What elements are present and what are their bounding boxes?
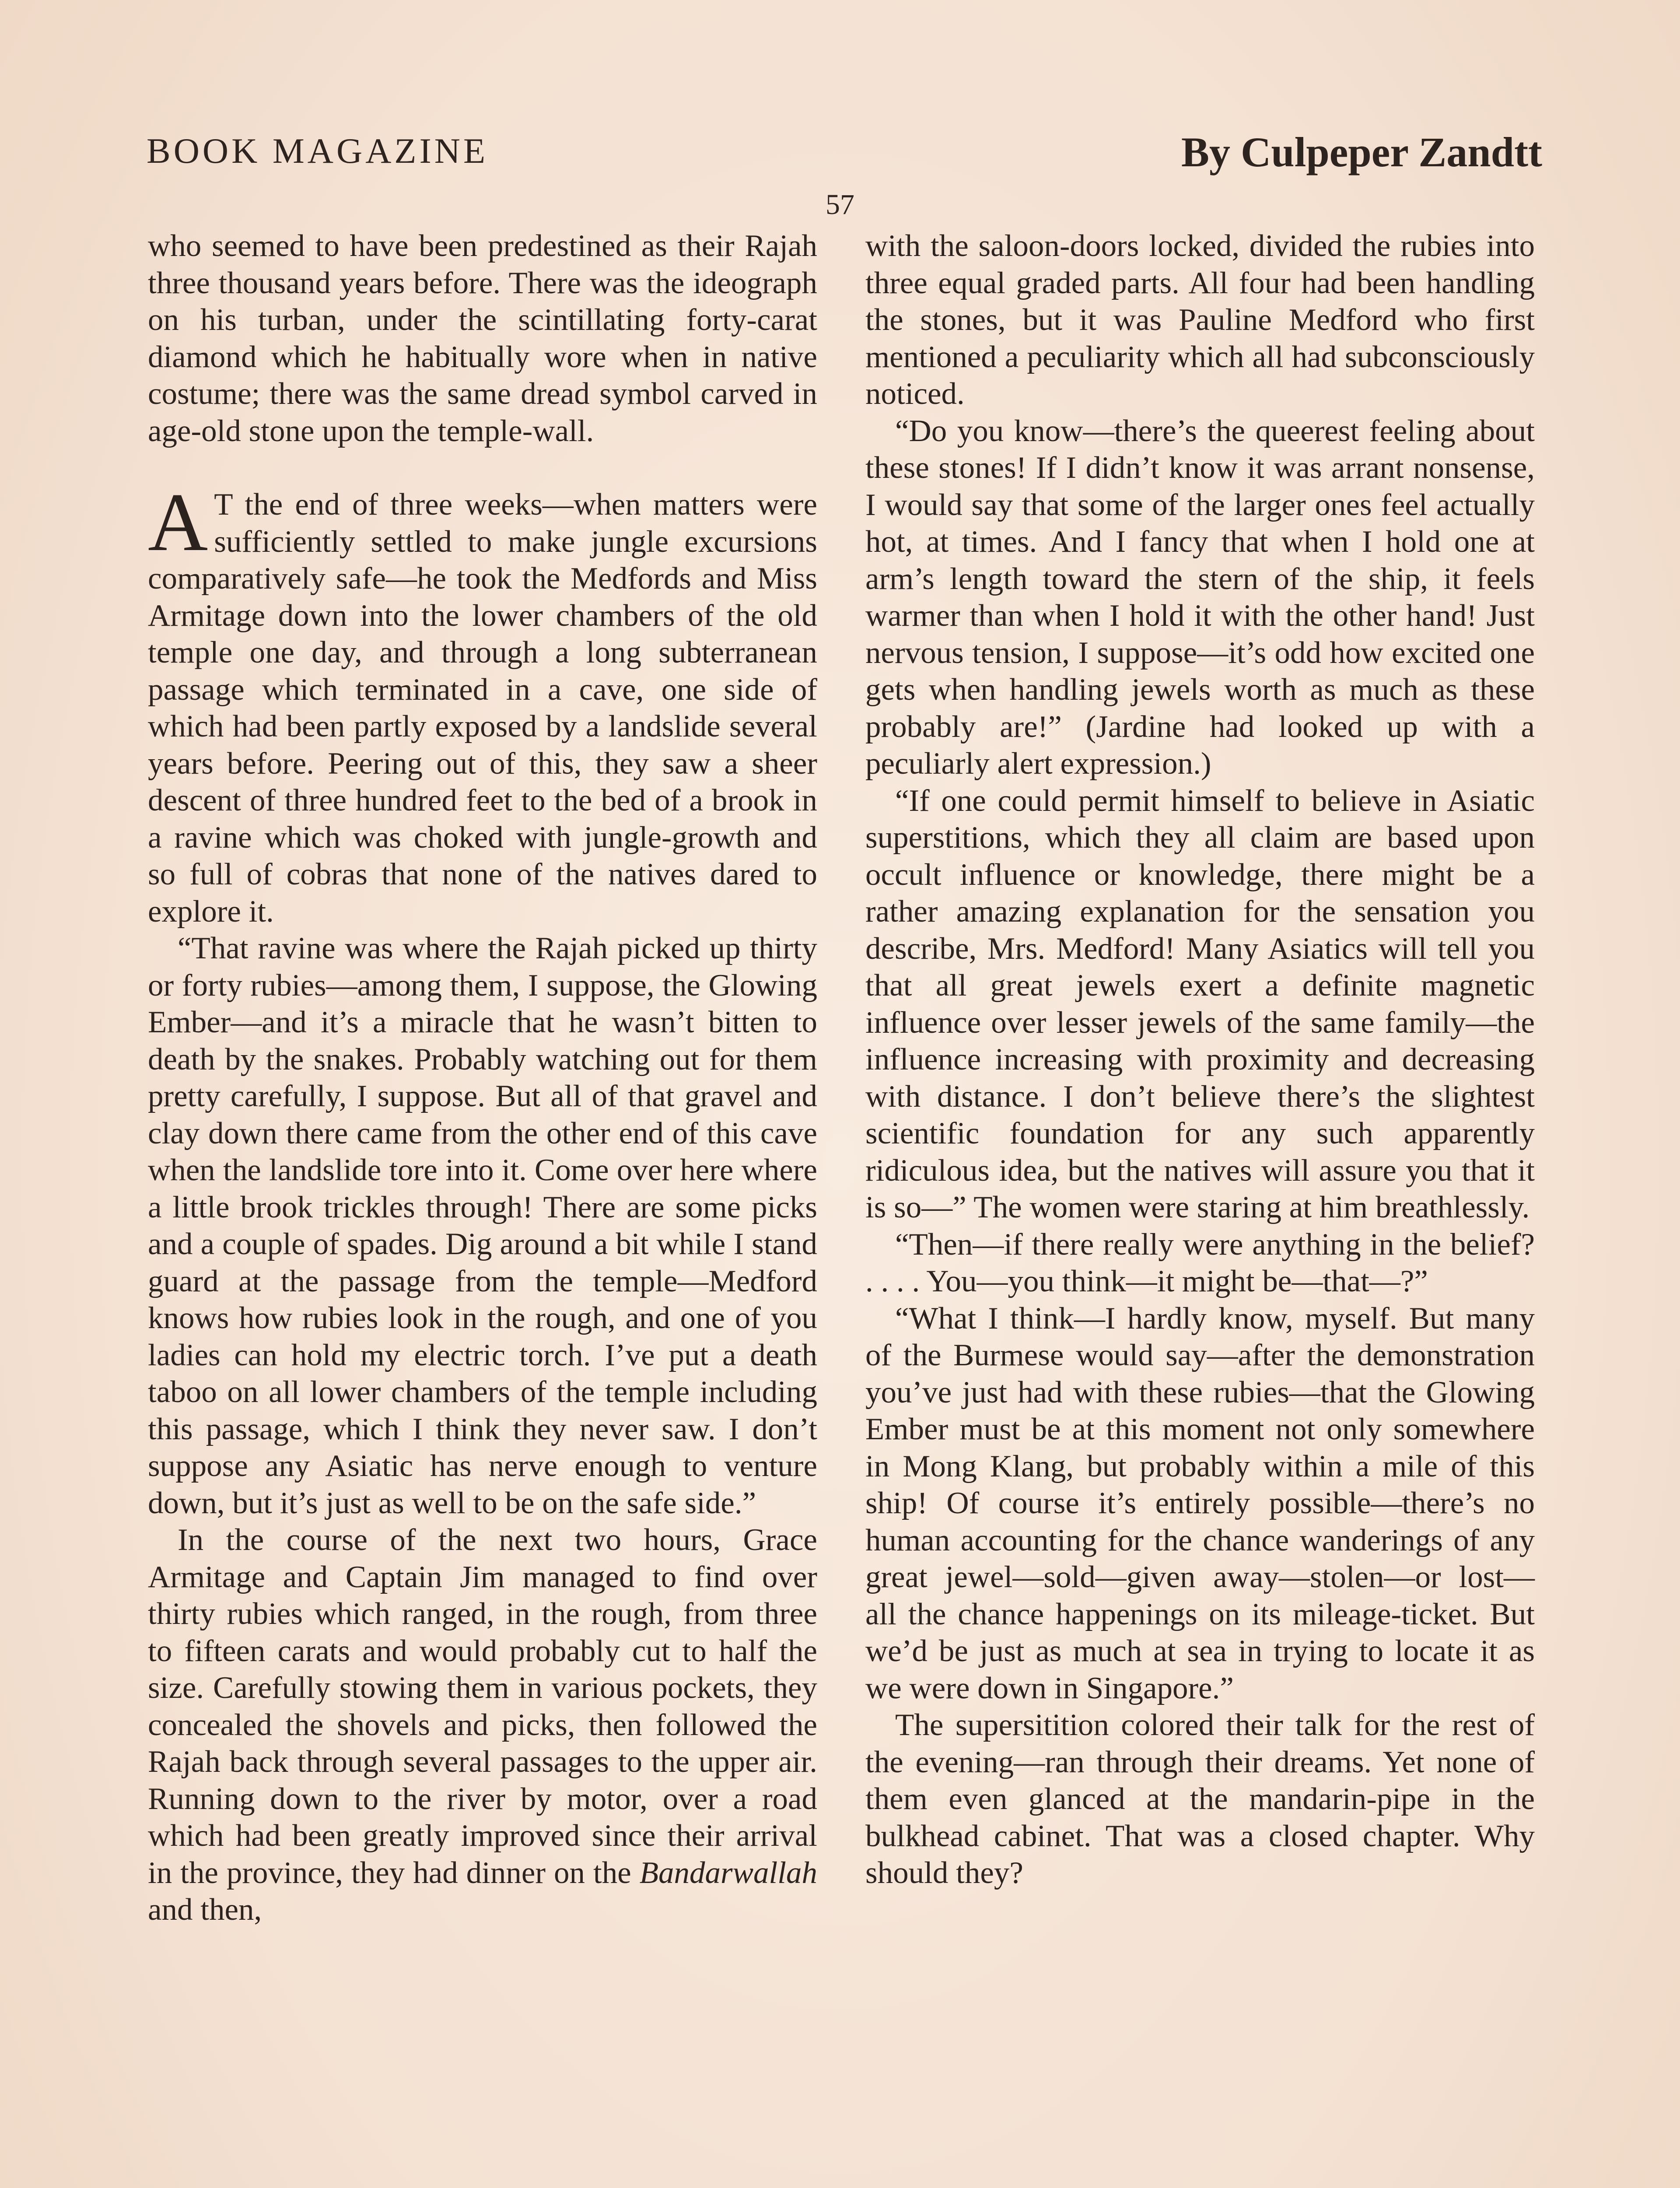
- paragraph-text: and then,: [148, 1893, 262, 1927]
- paragraph: who seemed to have been predestined as their Rajah three thousand years before. There was the ideograph on his turban, under the scintillating forty-carat diamond which he habitually wore when in native costume; there was the same dread symbol carved in age-old stone upon the temple-wall.: [148, 229, 817, 448]
- paragraph: with the saloon-doors locked, divided the rubies into three equal graded parts. All four had been handling the stones, but it was Pauline Medford who first mentioned a peculiarity which all had subconsciously noticed.: [865, 229, 1535, 411]
- ship-name: Bandarwallah: [639, 1855, 817, 1890]
- paragraph: “Do you know—there’s the queerest feeling about these stones! If I didn’t know it was arrant nonsense, I would say that some of the larger ones feel actually hot, at times. And I fancy that when I hold one at arm’s length toward the stern of the ship, it feels warmer than when I hold it with the other hand! Just nervous tension, I suppose—it’s odd how excited one gets when handling jewels worth as much as these probably are!” (Jardine had looked up with a peculiarly alert expression.): [865, 414, 1535, 781]
- paragraph: “What I think—I hardly know, myself. But many of the Burmese would say—after the demonstration you’ve just had with these rubies—that the Glowing Ember must be at this moment not only somewhere in Mong Klang, but probably within a mile of this ship! Of course it’s entirely possible—there’s no human accounting for the chance wanderings of any great jewel—sold—given away—stolen—or lost—all the chance happenings on its mileage-ticket. But we’d be just as much at sea in trying to locate it as we were down in Singapore.”: [865, 1301, 1535, 1705]
- paragraph: [148, 1522, 817, 1929]
- drop-cap: A: [148, 477, 208, 568]
- right-column: [865, 228, 1535, 1892]
- paragraph-text: In the course of the next two hours, Grace Armitage and Captain Jim managed to find over thirty rubies which ranged, in the rough, from three to fifteen carats and would probably cut to half the size. Carefully stowing them in various pockets, they concealed the shovels and picks, then followed the Rajah back through several passages to the upper air. Running down to the river by motor, over a road which had been greatly improved since their arrival in the province, they had dinner on the: [148, 1523, 817, 1890]
- paragraph: The supersitition colored their talk for the rest of the evening—ran through their dreams. Yet none of them even glanced at the mandarin-pipe in the bulkhead cabinet. That was a closed chapter. Why should they?: [865, 1708, 1535, 1890]
- author-byline: By Culpeper Zandtt: [1181, 129, 1542, 175]
- paragraph: “If one could permit himself to believe in Asiatic superstitions, which they all claim are based upon occult influence or knowledge, there might be a rather amazing explanation for the sensation you describe, Mrs. Medford! Many Asiatics will tell you that all great jewels exert a definite magnetic influence over lesser jewels of the same family—the influence increasing with proximity and decreasing with distance. I don’t believe there’s the slightest scientific foundation for any such apparently ridiculous idea, but the natives will assure you that it is so—” The women were staring at him breathlessly.: [865, 783, 1535, 1224]
- page-number: 57: [826, 189, 854, 221]
- paragraph: “That ravine was where the Rajah picked up thirty or forty rubies—among them, I suppose, the Glowing Ember—and it’s a miracle that he wasn’t bitten to death by the snakes. Probably watching out for them pretty carefully, I suppose. But all of that gravel and clay down there came from the other end of this cave when the landslide tore into it. Come over here where a little brook trickles through! There are some picks and a couple of spades. Dig around a bit while I stand guard at the passage from the temple—Medford knows how rubies look in the rough, and one of you ladies can hold my electric torch. I’ve put a death taboo on all lower chambers of the temple including this passage, which I think they never saw. I don’t suppose any Asiatic has nerve enough to venture down, but it’s just as well to be on the safe side.”: [148, 931, 817, 1520]
- magazine-title: BOOK MAGAZINE: [147, 131, 489, 171]
- paragraph-with-dropcap: [148, 477, 817, 930]
- left-column: [148, 228, 817, 1929]
- paragraph-text: T the end of three weeks—when matters were sufficiently settled to make jungle excursions comparatively safe—he took the Medfords and Miss Armitage down into the lower chambers of the old temple one day, and through a long subterranean passage which terminated in a cave, one side of which had been partly exposed by a landslide several years before. Peering out of this, they saw a sheer descent of three hundred feet to the bed of a brook in a ravine which was choked with jungle-growth and so full of cobras that none of the natives dared to explore it.: [148, 487, 817, 929]
- paragraph: “Then—if there really were anything in the belief? . . . . You—you think—it might be—that—?”: [865, 1227, 1535, 1298]
